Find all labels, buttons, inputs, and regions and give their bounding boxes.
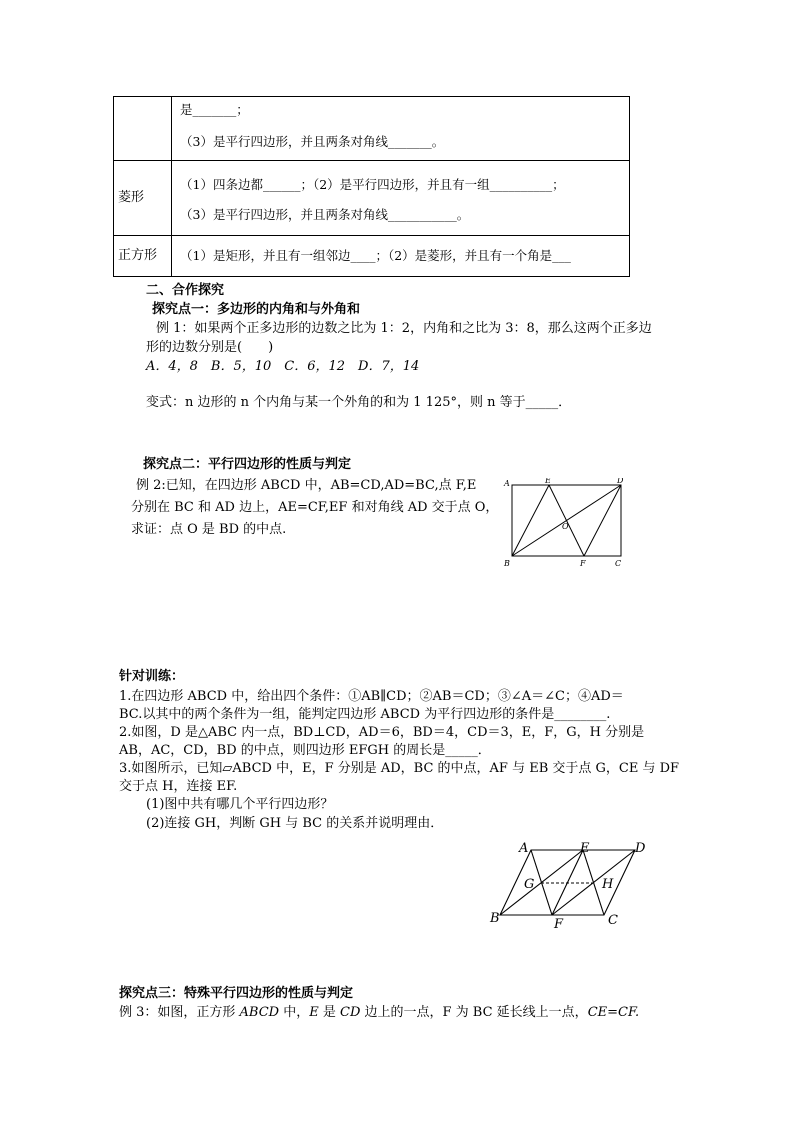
question-3: 3.如图所示，已知▱ABCD 中，E，F 分别是 AD，BC 的中点，AF 与 EB 交于点 G，CE 与 DF <box>119 761 680 776</box>
question-3-sub: (1)图中共有哪几个平行四边形？ <box>146 797 334 812</box>
example3-text: 例 3：如图，正方形 ABCD 中，E 是 CD 边上的一点，F 为 BC 延长线上一点，CE=CF. <box>119 1005 640 1020</box>
question-2: AB，AC，CD，BD 的中点，则四边形 EFGH 的周长是_____． <box>119 743 491 758</box>
table-row-label <box>114 97 172 160</box>
variant-text: 变式：n 边形的 n 个内角与某一个外角的和为 1 125°，则 n 等于_____． <box>146 395 572 410</box>
example1-text: 例 1：如果两个正多边形的边数之比为 1：2，内角和之比为 3：8，那么这两个正多边 <box>156 321 652 336</box>
example2-text: 例 2:已知，在四边形 ABCD 中，AB=CD,AD=BC,点 F,E <box>136 478 477 493</box>
fig1-label-d: D <box>617 478 624 485</box>
fig2-label-e: E <box>580 841 590 856</box>
table-cell-text: 是_______； <box>180 102 249 117</box>
fig2-label-b: B <box>490 911 500 926</box>
question-3: 交于点 H，连接 EF. <box>119 779 238 794</box>
parallelogram-figure-1 <box>500 478 635 570</box>
parallelogram-figure-2 <box>484 836 664 932</box>
point3-title: 探究点三：特殊平行四边形的性质与判定 <box>119 986 354 1001</box>
fig2-label-f: F <box>554 917 564 932</box>
fig1-label-b: B <box>504 559 510 568</box>
point2-title: 探究点二：平行四边形的性质与判定 <box>143 457 352 472</box>
example2-text: 求证：点 O 是 BD 的中点. <box>131 522 287 537</box>
table-row <box>114 97 629 160</box>
fig1-label-a: A <box>504 479 510 488</box>
table-row-label: 菱形 <box>114 161 172 236</box>
example1-text: 形的边数分别是( ) <box>146 340 274 355</box>
training-title: 针对训练： <box>119 669 185 684</box>
question-3-sub: (2)连接 GH，判断 GH 与 BC 的关系并说明理由． <box>146 816 444 831</box>
example1-choices: A．4，8 B．5，10 C．6，12 D．7，14 <box>146 359 420 374</box>
question-2: 2.如图，D 是△ABC 内一点，BD⊥CD，AD＝6，BD＝4，CD＝3，E，F，G，H 分别是 <box>119 725 645 740</box>
section-title: 二、合作探究 <box>146 283 225 298</box>
fig1-label-e: E <box>545 478 551 485</box>
table-row <box>114 160 629 236</box>
question-1: BC.以其中的两个条件为一组，能判定四边形 ABCD 为平行四边形的条件是________. <box>119 707 611 722</box>
table-cell-text: （1）是矩形，并且有一组邻边____；（2）是菱形，并且有一个角是___ <box>180 248 571 263</box>
table-cell-text: （3）是平行四边形，并且两条对角线___________。 <box>180 207 470 222</box>
table-row <box>114 235 629 277</box>
properties-table <box>113 96 630 277</box>
fig1-label-c: C <box>615 559 622 568</box>
fig1-label-f: F <box>580 559 586 568</box>
fig1-label-o: O <box>562 522 569 531</box>
fig2-label-h: H <box>602 877 614 892</box>
fig2-label-d: D <box>635 841 646 856</box>
table-cell-text: （3）是平行四边形，并且两条对角线_______。 <box>180 134 445 149</box>
fig2-label-a: A <box>519 841 529 856</box>
fig2-label-c: C <box>608 913 618 928</box>
example2-text: 分别在 BC 和 AD 边上，AE=CF,EF 和对角线 AD 交于点 O， <box>131 500 499 515</box>
question-1: 1.在四边形 ABCD 中，给出四个条件：①AB∥CD；②AB＝CD；③∠A＝∠C；④AD＝ <box>119 689 624 704</box>
fig2-label-g: G <box>524 877 535 892</box>
point1-title: 探究点一：多边形的内角和与外角和 <box>152 302 361 317</box>
table-row-label: 正方形 <box>114 236 172 277</box>
table-cell-text: （1）四条边都______；（2）是平行四边形，并且有一组__________； <box>180 177 565 192</box>
